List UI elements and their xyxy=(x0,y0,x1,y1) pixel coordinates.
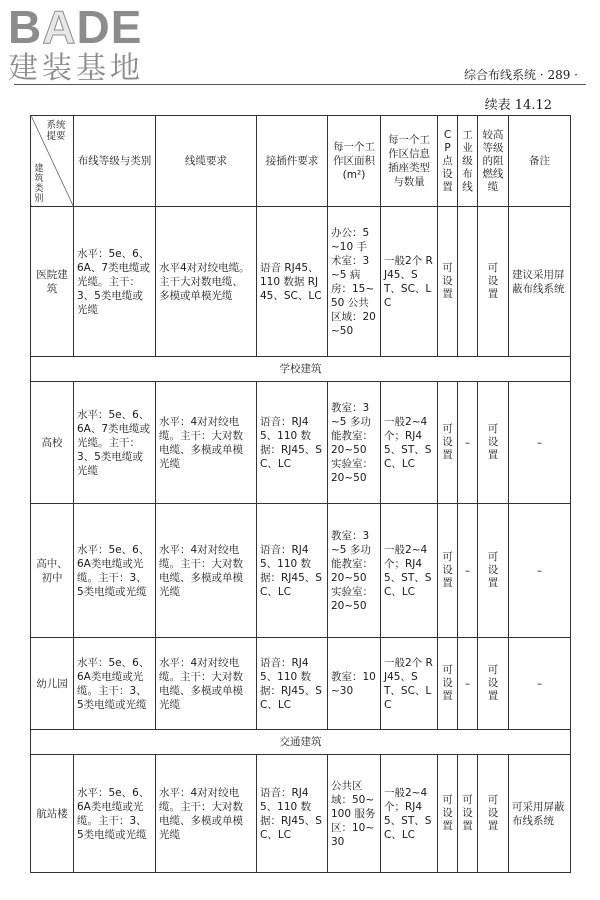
running-head xyxy=(464,66,578,83)
area-cell: 公共区域：50~100 服务区：10~30 xyxy=(328,755,381,873)
header-remarks: 备注 xyxy=(509,116,571,207)
table-row xyxy=(31,638,571,730)
table-row xyxy=(31,504,571,638)
cp-cell: 可设置 xyxy=(438,382,458,504)
category-cell: 高中、初中 xyxy=(31,504,74,638)
grade-cell: 水平：5e、6、6A、7类电缆或光缆。主干：3、5类电缆或光缆 xyxy=(74,207,156,357)
section-row xyxy=(31,730,571,755)
category-cell: 医院建筑 xyxy=(31,207,74,357)
logo-wordmark xyxy=(8,1,183,53)
connector-cell: 语音：RJ45、110 数据：RJ45、SC、LC xyxy=(257,755,328,873)
industrial-cell: 可设置 xyxy=(458,755,478,873)
chapter-title: 综合布线系统 xyxy=(463,68,536,82)
fire-cell: 可设置 xyxy=(478,638,509,730)
connector-cell: 语音 RJ45、110 数据 RJ45、SC、LC xyxy=(257,207,328,357)
industrial-cell: – xyxy=(458,638,478,730)
grade-cell: 水平：5e、6、6A类电缆或光缆。主干：3、5类电缆或光缆 xyxy=(74,504,156,638)
page-number: · 289 · xyxy=(539,68,578,82)
cp-cell: 可设置 xyxy=(438,207,458,357)
remarks-cell: – xyxy=(509,504,571,638)
cp-cell: 可设置 xyxy=(438,755,458,873)
logo-letter-a: A xyxy=(42,1,77,53)
section-title: 交通建筑 xyxy=(31,730,571,755)
industrial-cell: – xyxy=(458,382,478,504)
header-fire: 较高等级的阻燃线缆 xyxy=(478,116,509,207)
cabling-requirements-table xyxy=(30,115,571,873)
header-area: 每一个工作区面积(m²) xyxy=(328,116,381,207)
connector-cell: 语音：RJ45、110 数据：RJ45、SC、LC xyxy=(257,638,328,730)
table-row xyxy=(31,207,571,357)
area-cell: 教室：3~5 多功能教室：20~50 实验室：20~50 xyxy=(328,382,381,504)
section-row xyxy=(31,357,571,382)
remarks-cell: 可采用屏蔽布线系统 xyxy=(509,755,571,873)
category-cell: 高校 xyxy=(31,382,74,504)
outlet-cell: 一般2~4个；RJ45、ST、SC、LC xyxy=(381,504,438,638)
area-cell: 教室：3~5 多功能教室：20~50 实验室：20~50 xyxy=(328,504,381,638)
fire-cell: 可设置 xyxy=(478,207,509,357)
area-cell: 教室：10~30 xyxy=(328,638,381,730)
cp-cell: 可设置 xyxy=(438,504,458,638)
header-grade: 布线等级与类别 xyxy=(74,116,156,207)
table-row xyxy=(31,382,571,504)
grade-cell: 水平：5e、6、6A类电缆或光缆。主干：3、5类电缆或光缆 xyxy=(74,638,156,730)
grade-cell: 水平：5e、6、6A类电缆或光缆。主干：3、5类电缆或光缆 xyxy=(74,755,156,873)
industrial-cell: – xyxy=(458,504,478,638)
remarks-cell: 建议采用屏蔽布线系统 xyxy=(509,207,571,357)
connector-cell: 语音：RJ45、110 数据：RJ45、SC、LC xyxy=(257,504,328,638)
header-cable: 线缆要求 xyxy=(156,116,257,207)
logo-subtitle: 建装基地 xyxy=(8,51,144,86)
connector-cell: 语音：RJ45、110 数据：RJ45、SC、LC xyxy=(257,382,328,504)
area-cell: 办公：5~10 手术室：3~5 病房：15~50 公共区域：20~50 xyxy=(328,207,381,357)
header-cp: CP点设置 xyxy=(438,116,458,207)
category-cell: 幼儿园 xyxy=(31,638,74,730)
fire-cell: 可设置 xyxy=(478,382,509,504)
category-cell: 航站楼 xyxy=(31,755,74,873)
fire-cell: 可设置 xyxy=(478,755,509,873)
cable-cell: 水平：4对对绞电缆。主干：大对数电缆、多模或单模光缆 xyxy=(156,638,257,730)
cable-cell: 水平4对对绞电缆。主干大对数电缆、多模或单模光缆 xyxy=(156,207,257,357)
industrial-cell xyxy=(458,207,478,357)
outlet-cell: 一般2个 RJ45、ST、SC、LC xyxy=(381,207,438,357)
outlet-cell: 一般2~4个；RJ45、ST、SC、LC xyxy=(381,382,438,504)
remarks-cell: – xyxy=(509,382,571,504)
diagonal-corner-cell xyxy=(31,116,74,207)
cp-cell: 可设置 xyxy=(438,638,458,730)
header-outlet: 每一个工作区信息插座类型与数量 xyxy=(381,116,438,207)
header-rule xyxy=(14,84,586,85)
logo-letter-de: DE xyxy=(76,1,143,53)
outlet-cell: 一般2~4个；RJ45、ST、SC、LC xyxy=(381,755,438,873)
header-connector: 接插件要求 xyxy=(257,116,328,207)
corner-top-label: 系统提要 xyxy=(46,120,66,142)
table-header-row xyxy=(31,116,571,207)
table-caption: 续表 14.12 xyxy=(484,98,552,113)
table-row xyxy=(31,755,571,873)
cable-cell: 水平：4对对绞电缆。主干：大对数电缆、多模或单模光缆 xyxy=(156,755,257,873)
fire-cell: 可设置 xyxy=(478,504,509,638)
corner-bottom-label: 建筑类别 xyxy=(34,164,44,204)
section-title: 学校建筑 xyxy=(31,357,571,382)
publisher-logo xyxy=(8,1,183,86)
header-industrial: 工业级布线 xyxy=(458,116,478,207)
cable-cell: 水平：4对对绞电缆。主干：大对数电缆、多模或单模光缆 xyxy=(156,382,257,504)
outlet-cell: 一般2个 RJ45、ST、SC、LC xyxy=(381,638,438,730)
logo-letter-b: B xyxy=(8,1,43,53)
remarks-cell: – xyxy=(509,638,571,730)
grade-cell: 水平：5e、6、6A、7类电缆或光缆。主干：3、5类电缆或光缆 xyxy=(74,382,156,504)
cable-cell: 水平：4对对绞电缆。主干：大对数电缆、多模或单模光缆 xyxy=(156,504,257,638)
